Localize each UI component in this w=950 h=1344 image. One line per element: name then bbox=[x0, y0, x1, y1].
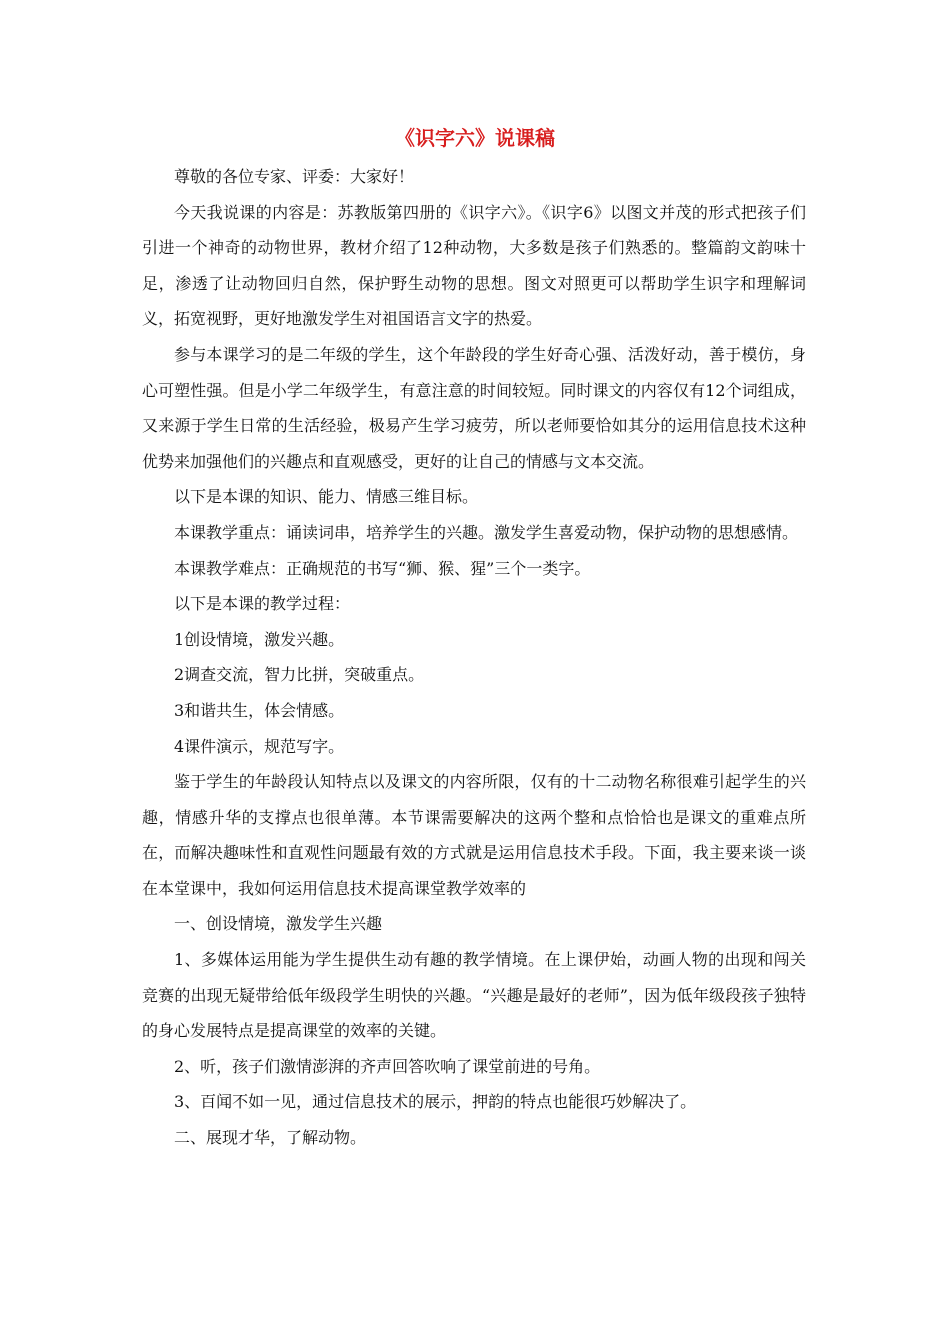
section-1-item-1: 1、多媒体运用能为学生提供生动有趣的教学情境。在上课伊始，动画人物的出现和闯关竞赛的出现无疑带给低年级段学生明快的兴趣。“兴趣是最好的老师”，因为低年级段孩子独特的身心发展特点是提高课堂的效率的关键。 bbox=[142, 950, 806, 1041]
document-title: 《识字六》说课稿 bbox=[395, 126, 555, 150]
section-heading-1: 一、创设情境，激发学生兴趣 bbox=[174, 914, 383, 934]
student-analysis-paragraph: 参与本课学习的是二年级的学生，这个年龄段的学生好奇心强、活泼好动，善于模仿，身心可塑性强。但是小学二年级学生，有意注意的时间较短。同时课文的内容仅有12个词组成，又来源于学生日常的生活经验，极易产生学习疲劳，所以老师要恰如其分的运用信息技术这种优势来加强他们的兴趣点和直观感受，更好的让自己的情感与文本交流。 bbox=[142, 344, 806, 471]
process-step-3: 3和谐共生，体会情感。 bbox=[174, 700, 345, 720]
greeting-paragraph: 尊敬的各位专家、评委：大家好！ bbox=[174, 167, 415, 186]
difficulty-paragraph: 本课教学难点：正确规范的书写“狮、猴、猩”三个一类字。 bbox=[174, 558, 591, 578]
objectives-paragraph: 以下是本课的知识、能力、情感三维目标。 bbox=[174, 487, 479, 507]
process-intro-paragraph: 以下是本课的教学过程： bbox=[174, 594, 351, 614]
section-heading-2: 二、展现才华，了解动物。 bbox=[174, 1128, 367, 1148]
technology-paragraph: 鉴于学生的年龄段认知特点以及课文的内容所限，仅有的十二动物名称很难引起学生的兴趣，情感升华的支撑点也很单薄。本节课需要解决的这两个整和点恰恰也是课文的重难点所在，而解决趣味性和直观性问题最有效的方式就是运用信息技术手段。下面，我主要来谈一谈在本堂课中，我如何运用信息技术提高课堂教学效率的 bbox=[142, 772, 806, 898]
process-step-1: 1创设情境，激发兴趣。 bbox=[174, 629, 345, 649]
process-step-2: 2调查交流，智力比拼，突破重点。 bbox=[174, 665, 425, 685]
document-body bbox=[142, 159, 806, 1156]
section-1-item-3: 3、百闻不如一见，通过信息技术的展示，押韵的特点也能很巧妙解决了。 bbox=[174, 1092, 697, 1112]
content-paragraph: 今天我说课的内容是：苏教版第四册的《识字六》。《识字6》以图文并茂的形式把孩子们引进一个神奇的动物世界，教材介绍了12种动物，大多数是孩子们熟悉的。整篇韵文韵味十足，渗透了让动物回归自然，保护野生动物的思想。图文对照更可以帮助学生识字和理解词义，拓宽视野，更好地激发学生对祖国语言文字的热爱。 bbox=[142, 202, 806, 329]
section-1-item-2: 2、听，孩子们激情澎湃的齐声回答吹响了课堂前进的号角。 bbox=[174, 1056, 601, 1076]
process-step-4: 4课件演示，规范写字。 bbox=[174, 736, 345, 756]
key-points-paragraph: 本课教学重点：诵读词串，培养学生的兴趣。激发学生喜爱动物，保护动物的思想感情。 bbox=[174, 522, 799, 542]
